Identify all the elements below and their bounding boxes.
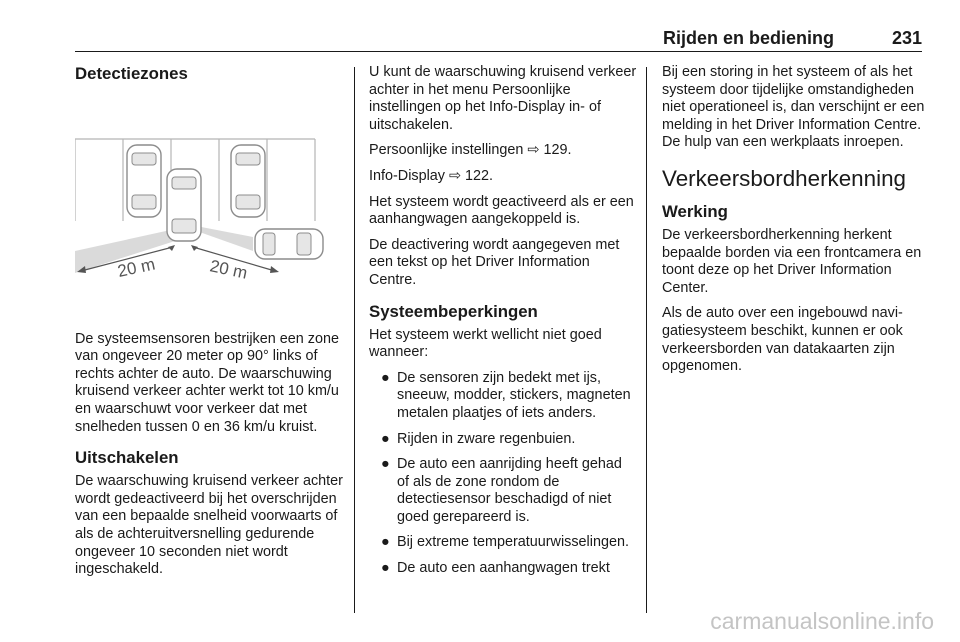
header-rule: [75, 51, 922, 52]
list-item-text: Rijden in zware regenbuien.: [397, 430, 576, 447]
zone-label-right: 20 m: [208, 256, 250, 283]
section-heading-verkeersbordherkenning: Verkeersbordherkenning: [662, 165, 906, 191]
list-item-text: De auto een aanhangwagen trekt: [397, 560, 610, 577]
section-heading-systeembeperkingen: Systeembeperkingen: [369, 301, 538, 321]
subsection-heading-werking: Werking: [662, 201, 728, 221]
column-3: [662, 64, 930, 384]
paragraph: De deactivering wordt aangegeven met een tekst op het Driver Information Centre.: [369, 236, 620, 288]
list-item-text: De sensoren zijn bedekt met ijs, sneeuw, modder, stickers, magneten metalen plaatjes of iets anders.: [397, 369, 631, 421]
detection-zone-illustration: [75, 101, 327, 309]
paragraph: U kunt de waarschuwing kruisend verkeer achter in het menu Persoonlijke instellingen op het Info-Display in- of uitschakelen.: [369, 64, 637, 133]
list-item: [369, 370, 637, 423]
paragraph: Het systeem wordt geactiveerd als er een aanhangwagen aangekoppeld is.: [369, 193, 634, 228]
column-1: [75, 64, 343, 587]
page-number: 231: [891, 28, 922, 48]
column-divider-1: [354, 67, 355, 613]
list-item: [369, 456, 637, 526]
paragraph: De systeemsensoren bestrijken een zone van ongeveer 20 meter op 90° links of rechts achter de auto. De waarschuwing kruisend verkeer achter werkt tot 10 km/u en waarschuwt voor verkeer dat met snelheden tussen 0 en 36 km/u kruist.: [75, 330, 339, 435]
column-divider-2: [646, 67, 647, 613]
paragraph: De verkeersbordherkenning herkent bepaalde borden via een frontcamera en toont deze op het Driver Information Center.: [662, 226, 922, 296]
paragraph: Als de auto over een ingebouwd navigatiesysteem beschikt, kunnen er ook verkeersborden van datakaarten zijn opgenomen.: [662, 305, 903, 375]
bullet: ●: [381, 560, 390, 577]
list-item-text: Bij extreme temperatuurwisselingen.: [397, 534, 629, 551]
cross-reference: Info-Display ⇨ 122.: [369, 167, 494, 184]
chapter-title: Rijden en bediening: [662, 28, 834, 48]
bullet: ●: [381, 369, 390, 386]
bullet: ●: [381, 456, 390, 473]
list-item: [369, 431, 637, 449]
paragraph: De waarschuwing kruisend verkeer achter wordt gedeactiveerd bij het overschrijden van een bepaalde snelheid voorwaarts of als de achteruitversnelling gedurende ongeveer 10 seconden niet wordt ingeschakeld.: [75, 473, 343, 578]
column-2: [369, 64, 637, 586]
page-header: [75, 28, 922, 52]
bullet: ●: [381, 430, 390, 447]
list-item: [369, 560, 637, 578]
zone-label-left: 20 m: [115, 254, 157, 281]
list-item: [369, 534, 637, 552]
section-heading-uitschakelen: Uitschakelen: [75, 448, 179, 468]
paragraph: Bij een storing in het systeem of als het systeem door tijdelijke omstandigheden niet operationeel is, dan verschijnt er een melding in het Driver Information Centre. De hulp van een werkplaats inroepen.: [662, 64, 925, 151]
section-heading-detectiezones: Detectiezones: [75, 64, 188, 83]
bullet: ●: [381, 534, 390, 551]
paragraph: Het systeem werkt wellicht niet goed wanneer:: [369, 326, 602, 361]
cross-reference: Persoonlijke instellingen ⇨ 129.: [369, 142, 572, 159]
list-item-text: De auto een aanrijding heeft gehad of als de zone rondom de detectiesensor beschadigd of niet goed gerepareerd is.: [397, 456, 622, 525]
watermark: carmanualsonline.info: [710, 608, 934, 634]
